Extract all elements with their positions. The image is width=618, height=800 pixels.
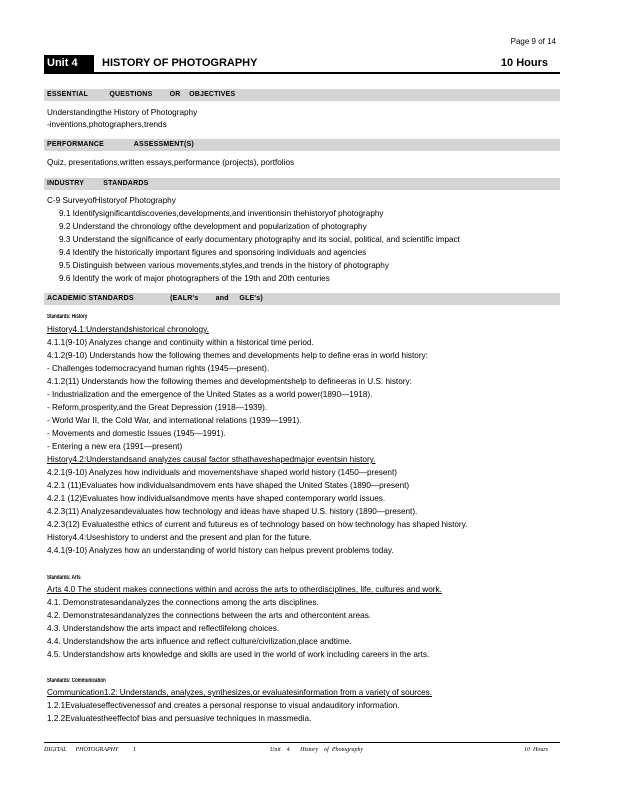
arts-label: Standards: Arts — [47, 575, 81, 581]
history-line: 4.1.1(9-10) Analyzes change and continuity within a historical time period. — [47, 338, 314, 347]
unit-title: HISTORY OF PHOTOGRAPHY — [102, 57, 258, 69]
industry-standards-bar: INDUSTRY STANDARDS — [44, 178, 560, 190]
footer-divider — [44, 742, 560, 743]
essential-line: -inventions,photographers,trends — [47, 120, 167, 129]
history-line: 4.2.1 (12)Evaluates how individualsandmove ments have shaped contemporary world issues. — [47, 494, 386, 503]
industry-line: 9.2 Understand the chronology ofthe development and popularization of photography — [59, 222, 367, 231]
performance-assessment-bar: PERFORMANCE ASSESSMENT(S) — [44, 139, 560, 151]
academic-standards-bar: ACADEMIC STANDARDS (EALR's and GLE's) — [44, 293, 560, 305]
history-line: 4.2.3(11) Analyzesandevaluates how technology and ideas have shaped U.S. history (1890—present). — [47, 507, 418, 516]
performance-line: Quiz, presentations,written essays,performance (projects), portfolios — [47, 158, 295, 167]
arts-line: 4.3. Understandshow the arts impact and reflectlifelong choices. — [47, 624, 280, 633]
unit-header — [44, 55, 560, 74]
unit-label: Unit 4 — [44, 55, 94, 72]
history-line: - World War II, the Cold War, and international relations (1939—1991). — [47, 416, 302, 425]
history-line: 4.1.2(11) Understands how the following themes and developmentshelp to defineeras in U.S. history: — [47, 377, 412, 386]
industry-line: C-9 SurveyofHistoryof Photography — [47, 196, 176, 205]
essential-questions-bar: ESSENTIAL QUESTIONS OR OBJECTIVES — [44, 89, 560, 101]
history-line: 4.4.1(9-10) Analyzes how an understanding of world history can helpus prevent problems today. — [47, 546, 394, 555]
communication-label: Standards: Communication — [47, 678, 106, 684]
communication-standard: Communication1.2: Understands, analyzes, synthesizes,or evaluatesinformation from a variety of sources. — [47, 688, 432, 697]
arts-line: 4.2. Demonstratesandanalyzes the connections between the arts and othercontent areas. — [47, 611, 372, 620]
essential-line: Understandingthe History of Photography — [47, 108, 198, 117]
arts-line: 4.1. Demonstratesandanalyzes the connections among the arts disciplines. — [47, 598, 319, 607]
industry-line: 9.1 Identifysignificantdiscoveries,developments,and inventionsin thehistoryof photography — [59, 209, 384, 218]
history-standard: History4.1:Understandshistorical chronology. — [47, 325, 209, 334]
page-number: Page 9 of 14 — [510, 37, 556, 46]
history-line: - Reform,prosperity,and the Great Depression (1918—1939). — [47, 403, 268, 412]
history-line: - Industrialization and the emergence of the United States as a world power(1890—1918). — [47, 390, 373, 399]
footer-unit: Unit 4 History of Photography — [270, 747, 364, 753]
history-standard: History4.4:Useshistory to underst and the present and plan for the future. — [47, 533, 312, 542]
history-line: - Challenges todemocracyand human rights (1945—present). — [47, 364, 270, 373]
unit-hours: 10 Hours — [500, 57, 548, 69]
history-standard: History4.2:Understandsand analyzes causal factor sthathaveshapedmajor eventsin history. — [47, 455, 376, 464]
history-line: - Movements and domestic Issues (1945—1991). — [47, 429, 226, 438]
footer-course: DIGITAL PHOTOGRAPHY I — [44, 747, 136, 753]
industry-line: 9.4 Identify the historically important figures and sponsoring individuals and agencies — [59, 248, 367, 257]
communication-line: 1.2.1Evaluateseffectivenessof and creates a personal response to visual andauditory information. — [47, 701, 400, 710]
history-line: 4.2.1(9-10) Analyzes how individuals and movementshave shaped world history (1450—present) — [47, 468, 397, 477]
history-line: 4.2.1 (11)Evaluates how individualsandmovem ents have shaped the United States (1890—present) — [47, 481, 410, 490]
history-line: 4.1.2(9-10) Understands how the following themes and developments help to define eras in world history: — [47, 351, 428, 360]
footer-hours: 10 Hours — [523, 747, 548, 753]
history-label: Standards: History — [47, 314, 88, 320]
arts-standard: Arts 4.0 The student makes connections within and across the arts to otherdisciplines, life, cultures and work. — [47, 585, 442, 594]
arts-line: 4.5. Understandshow arts knowledge and skills are used in the world of work including careers in the arts. — [47, 650, 430, 659]
history-line: 4.2.3(12) Evaluatesthe ethics of current and futureus es of technology based on how technology has shaped history. — [47, 520, 468, 529]
industry-line: 9.6 Identify the work of major photographers of the 19th and 20th centuries — [59, 274, 330, 283]
communication-line: 1.2.2Evaluatestheeffectof bias and persuasive techniques in massmedia. — [47, 714, 312, 723]
industry-line: 9.5 Distinguish between various movements,styles,and trends in the history of photography — [59, 261, 389, 270]
industry-line: 9.3 Understand the significance of early documentary photography and its social, political, and scientific impact — [59, 235, 460, 244]
arts-line: 4.4. Understandshow the arts influence and reflect culture/civilization,place andtime. — [47, 637, 352, 646]
history-line: - Entering a new era (1991—present) — [47, 442, 183, 451]
